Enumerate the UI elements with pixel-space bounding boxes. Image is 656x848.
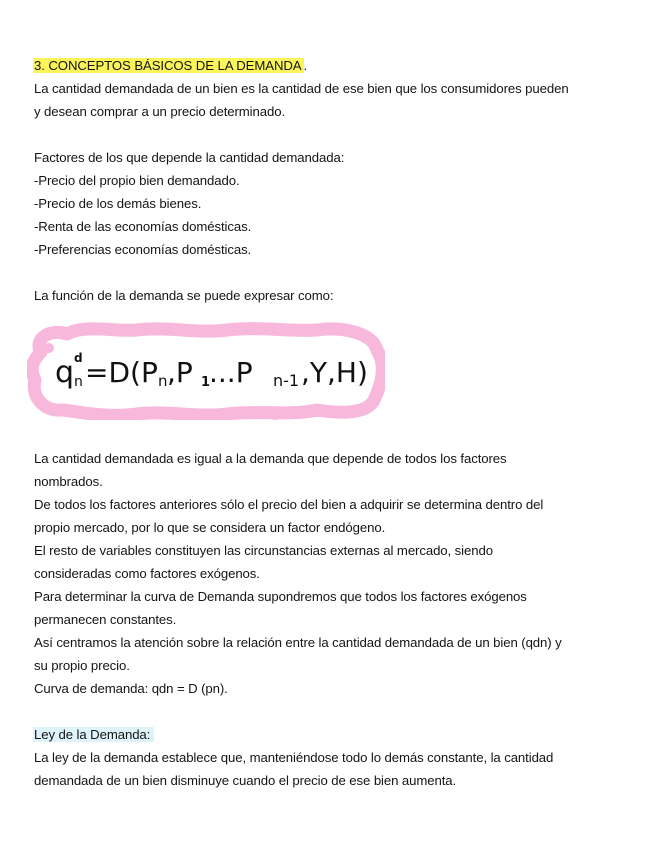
function-intro: La función de la demanda se puede expresar como: bbox=[34, 288, 334, 303]
intro-line-1: La cantidad demandada de un bien es la cantidad de ese bien que los consumidores pueden bbox=[34, 81, 569, 96]
body-line: consideradas como factores exógenos. bbox=[34, 566, 260, 581]
body-line: La cantidad demandada es igual a la demanda que depende de todos los factores bbox=[34, 451, 507, 466]
body-line: Curva de demanda: qdn = D (pn). bbox=[34, 681, 228, 696]
formula-rhs-4: 1 bbox=[201, 375, 211, 390]
formula-rhs-3: ,P bbox=[167, 356, 193, 389]
section-title-line bbox=[34, 58, 307, 74]
demand-function-formula bbox=[27, 322, 385, 420]
body-line: De todos los factores anteriores sólo el precio del bien a adquirir se determina dentro del bbox=[34, 497, 544, 512]
formula-rhs-1: =D(P bbox=[85, 356, 158, 389]
body-line: nombrados. bbox=[34, 474, 103, 489]
factor-item: -Renta de las economías domésticas. bbox=[34, 219, 252, 234]
factor-item: -Precio de los demás bienes. bbox=[34, 196, 202, 211]
factor-item: -Preferencias economías domésticas. bbox=[34, 242, 252, 257]
formula-rhs-7: ,Y,H) bbox=[301, 356, 368, 389]
law-heading: Ley de la Demanda: bbox=[33, 727, 154, 742]
formula-q: q bbox=[55, 355, 75, 390]
factors-heading: Factores de los que depende la cantidad demandada: bbox=[34, 150, 345, 165]
body-line: su propio precio. bbox=[34, 658, 130, 673]
body-line: permanecen constantes. bbox=[34, 612, 177, 627]
formula-rhs-6: n-1 bbox=[273, 371, 300, 390]
body-line: Así centramos la atención sobre la relación entre la cantidad demandada de un bien (qdn) y bbox=[34, 635, 562, 650]
section-title-period: . bbox=[303, 58, 308, 73]
law-text-line-1: La ley de la demanda establece que, manteniéndose todo lo demás constante, la cantidad bbox=[34, 750, 554, 765]
body-line: El resto de variables constituyen las circunstancias externas al mercado, siendo bbox=[34, 543, 493, 558]
formula-sub-n: n bbox=[74, 374, 83, 390]
formula-sup-d: d bbox=[74, 351, 83, 365]
body-line: propio mercado, por lo que se considera un factor endógeno. bbox=[34, 520, 386, 535]
formula-rhs-2: n bbox=[158, 372, 168, 390]
section-title: 3. CONCEPTOS BÁSICOS DE LA DEMANDA bbox=[34, 58, 302, 73]
formula-rhs-5: ...P bbox=[209, 356, 253, 389]
law-text-line-2: demandada de un bien disminuye cuando el precio de ese bien aumenta. bbox=[34, 773, 457, 788]
formula-text bbox=[27, 322, 385, 420]
intro-line-2: y desean comprar a un precio determinado. bbox=[34, 104, 286, 119]
factor-item: -Precio del propio bien demandado. bbox=[34, 173, 240, 188]
law-heading-line bbox=[34, 727, 154, 743]
body-line: Para determinar la curva de Demanda supondremos que todos los factores exógenos bbox=[34, 589, 527, 604]
